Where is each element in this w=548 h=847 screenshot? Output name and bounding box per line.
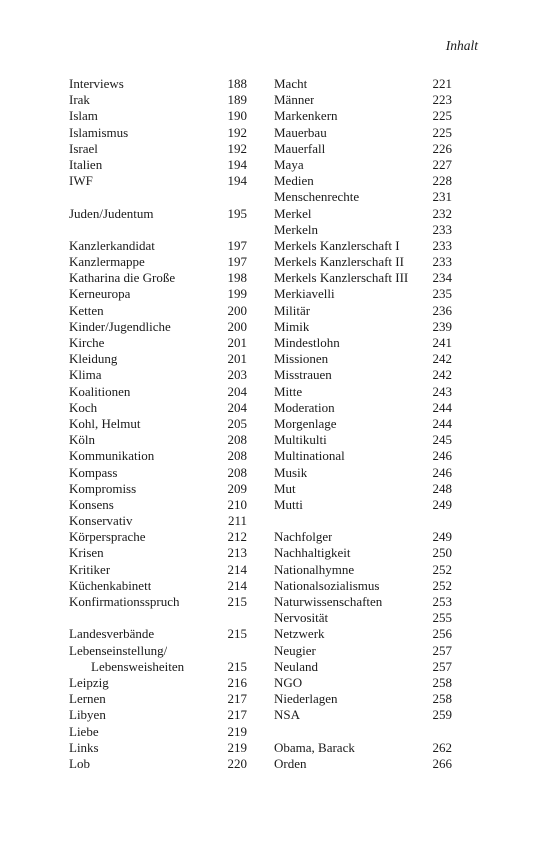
page-number: 203 <box>227 367 247 383</box>
index-term: Misstrauen <box>274 367 332 383</box>
index-term: Mitte <box>274 383 303 399</box>
page-number: 259 <box>432 707 452 723</box>
index-entry <box>274 141 452 157</box>
index-term: Ketten <box>69 302 104 318</box>
page-number: 221 <box>432 76 452 91</box>
page-number: 205 <box>227 415 247 431</box>
index-entry <box>274 675 452 691</box>
index-term: Netzwerk <box>274 626 325 642</box>
index-entry <box>69 707 247 723</box>
page-number: 209 <box>227 480 247 496</box>
page-number: 214 <box>227 577 247 593</box>
index-entry <box>69 173 247 189</box>
index-term: Koch <box>69 399 98 415</box>
page-number: 239 <box>432 318 452 334</box>
index-entry <box>274 578 452 594</box>
index-term: Krisen <box>69 545 104 561</box>
index-term: Niederlagen <box>274 691 338 707</box>
index-term: Mut <box>274 480 296 496</box>
index-term: Mauerbau <box>274 124 327 140</box>
index-term: Männer <box>274 92 315 108</box>
index-entry <box>69 270 247 286</box>
page-number: 204 <box>227 383 247 399</box>
index-entry <box>274 319 452 335</box>
index-entry <box>69 286 247 302</box>
index-term: Lebensweisheiten <box>91 658 185 674</box>
page-number: 252 <box>432 577 452 593</box>
index-entry <box>69 319 247 335</box>
index-term: Nationalhymne <box>274 561 355 577</box>
index-entry <box>69 335 247 351</box>
page-number: 216 <box>227 674 247 690</box>
index-term: Katharina die Große <box>69 270 176 286</box>
index-term: Landesverbände <box>69 626 155 642</box>
index-entry <box>69 740 247 756</box>
index-term: Italien <box>69 156 103 172</box>
index-term: Kinder/Jugendliche <box>69 318 171 334</box>
index-term: Moderation <box>274 399 335 415</box>
page-number: 233 <box>432 254 452 270</box>
index-column-right <box>274 76 452 772</box>
page-number: 192 <box>227 140 247 156</box>
index-term: Morgenlage <box>274 415 337 431</box>
index-entry <box>274 367 452 383</box>
index-entry <box>69 351 247 367</box>
index-term: Musik <box>274 464 308 480</box>
page-number: 246 <box>432 464 452 480</box>
index-entry <box>69 416 247 432</box>
index-term: Medien <box>274 173 314 189</box>
index-entry <box>274 157 452 173</box>
index-term: Mimik <box>274 318 310 334</box>
index-entry <box>274 125 452 141</box>
index-entry <box>69 643 247 659</box>
page-number: 245 <box>432 432 452 448</box>
page-number: 257 <box>432 658 452 674</box>
index-term: Orden <box>274 755 307 771</box>
page-number: 262 <box>432 739 452 755</box>
index-term: Militär <box>274 302 311 318</box>
page-number: 253 <box>432 594 452 609</box>
page-number: 201 <box>227 351 247 367</box>
index-term: Kerneuropa <box>69 286 131 302</box>
page-number: 195 <box>227 205 247 221</box>
page-number: 197 <box>227 254 247 270</box>
index-entry <box>274 351 452 367</box>
index-entry <box>69 756 247 772</box>
index-entry <box>69 108 247 124</box>
index-entry <box>274 303 452 319</box>
index-term: Naturwissenschaften <box>274 594 383 609</box>
index-entry <box>274 643 452 659</box>
index-term: Kirche <box>69 335 105 350</box>
index-term: Körpersprache <box>69 529 146 545</box>
page-number: 208 <box>227 464 247 480</box>
index-term: Menschenrechte <box>274 189 360 205</box>
index-term: Nationalsozialismus <box>274 577 380 593</box>
index-term: Lob <box>69 755 90 771</box>
index-entry <box>69 157 247 173</box>
index-entry <box>69 724 247 740</box>
page-number: 225 <box>432 108 452 124</box>
index-term: NGO <box>274 674 303 690</box>
index-entry <box>69 562 247 578</box>
page-number: 233 <box>432 237 452 253</box>
page-number: 252 <box>432 561 452 577</box>
index-entry <box>274 545 452 561</box>
page-number: 228 <box>432 173 452 189</box>
index-entry <box>274 448 452 464</box>
index-term: Nachfolger <box>274 529 333 545</box>
index-term: Macht <box>274 76 308 91</box>
index-entry <box>69 367 247 383</box>
page-number: 219 <box>227 739 247 755</box>
index-entry <box>274 562 452 578</box>
index-term: Multikulti <box>274 432 327 448</box>
index-entry <box>274 740 452 756</box>
page-number: 256 <box>432 626 452 642</box>
index-term: Kohl, Helmut <box>69 415 141 431</box>
index-term: Neugier <box>274 642 316 658</box>
page-number: 200 <box>227 302 247 318</box>
index-entry <box>274 76 452 92</box>
page-number: 248 <box>432 480 452 496</box>
page-number: 215 <box>227 594 247 609</box>
index-term: Merkiavelli <box>274 286 335 302</box>
page-number: 211 <box>227 513 247 529</box>
index-entry <box>274 707 452 723</box>
index-entry <box>69 545 247 561</box>
index-term: Links <box>69 739 99 755</box>
index-entry <box>274 481 452 497</box>
page-number: 220 <box>227 755 247 771</box>
index-term: Kanzlerkandidat <box>69 237 155 253</box>
index-term: Mutti <box>274 496 303 512</box>
index-entry <box>69 691 247 707</box>
index-term: Nervosität <box>274 610 329 626</box>
index-entry <box>69 400 247 416</box>
page-number: 242 <box>432 367 452 383</box>
index-entry <box>69 465 247 481</box>
index-entry <box>69 448 247 464</box>
page-number: 235 <box>432 286 452 302</box>
index-entry <box>274 594 452 610</box>
page-number: 213 <box>227 545 247 561</box>
index-term: Merkel <box>274 205 312 221</box>
index-term: Libyen <box>69 707 106 723</box>
page-number: 223 <box>432 92 452 108</box>
index-entry <box>274 238 452 254</box>
index-term: Obama, Barack <box>274 739 355 755</box>
index-entry <box>274 529 452 545</box>
index-term: Mindestlohn <box>274 335 340 350</box>
index-term: Kommunikation <box>69 448 155 464</box>
index-entry <box>274 270 452 286</box>
running-head-title: Inhalt <box>445 38 478 53</box>
page-number: 232 <box>432 205 452 221</box>
page-number: 225 <box>432 124 452 140</box>
index-entry <box>274 610 452 626</box>
index-term: Küchenkabinett <box>69 577 152 593</box>
index-term: Kanzlermappe <box>69 254 145 270</box>
index-entry <box>69 497 247 513</box>
page-number: 226 <box>432 140 452 156</box>
page-number: 215 <box>227 658 247 674</box>
index-entry <box>274 691 452 707</box>
page-number: 214 <box>227 561 247 577</box>
page-number: 189 <box>227 92 247 108</box>
index-entry <box>69 238 247 254</box>
index-term: Merkels Kanzlerschaft I <box>274 237 400 253</box>
index-entry <box>274 384 452 400</box>
index-term: Islamismus <box>69 124 129 140</box>
page-number: 204 <box>227 399 247 415</box>
index-term: Israel <box>69 140 98 156</box>
index-term: Missionen <box>274 351 329 367</box>
page-number: 231 <box>432 189 452 205</box>
page-number: 217 <box>227 707 247 723</box>
index-term: Merkels Kanzlerschaft II <box>274 254 404 270</box>
index-term: Liebe <box>69 723 99 739</box>
index-term: Leipzig <box>69 674 109 690</box>
page-number: 194 <box>227 156 247 172</box>
index-term: Konsens <box>69 496 114 512</box>
index-entry <box>69 125 247 141</box>
page-number: 249 <box>432 496 452 512</box>
page-number: 208 <box>227 448 247 464</box>
index-term: Neuland <box>274 658 319 674</box>
index-entry <box>69 384 247 400</box>
index-entry <box>274 335 452 351</box>
index-term: IWF <box>69 173 93 189</box>
page-number: 242 <box>432 351 452 367</box>
index-term: Lernen <box>69 691 106 707</box>
index-term: Islam <box>69 108 98 124</box>
index-term: Konfirmationsspruch <box>69 594 180 609</box>
page-number: 192 <box>227 124 247 140</box>
index-entry <box>274 497 452 513</box>
page-number: 194 <box>227 173 247 189</box>
page-number: 188 <box>227 76 247 91</box>
index-entry <box>69 578 247 594</box>
index-entry <box>69 254 247 270</box>
index-entry <box>69 675 247 691</box>
index-entry <box>69 92 247 108</box>
index-column-left <box>69 76 247 772</box>
page-number: 244 <box>432 415 452 431</box>
index-term: NSA <box>274 707 301 723</box>
index-entry <box>274 756 452 772</box>
page-number: 190 <box>227 108 247 124</box>
page-number: 236 <box>432 302 452 318</box>
index-term: Maya <box>274 156 304 172</box>
page-number: 200 <box>227 318 247 334</box>
page-number: 217 <box>227 691 247 707</box>
page-number: 255 <box>432 610 452 626</box>
index-term: Kritiker <box>69 561 111 577</box>
index-entry <box>274 416 452 432</box>
page-number: 258 <box>432 691 452 707</box>
index-entry <box>274 626 452 642</box>
index-term: Markenkern <box>274 108 338 124</box>
index-entry <box>274 92 452 108</box>
page-number: 233 <box>432 221 452 237</box>
index-entry <box>69 594 247 610</box>
index-term: Interviews <box>69 76 124 91</box>
index-entry <box>69 141 247 157</box>
page-number: 249 <box>432 529 452 545</box>
index-term: Klima <box>69 367 102 383</box>
page-number: 210 <box>227 496 247 512</box>
index-entry <box>274 108 452 124</box>
index-term: Kompass <box>69 464 118 480</box>
page-number: 258 <box>432 674 452 690</box>
page-number: 198 <box>227 270 247 286</box>
index-term: Kompromiss <box>69 480 137 496</box>
page-number: 246 <box>432 448 452 464</box>
index-term: Merkels Kanzlerschaft III <box>274 270 409 286</box>
index-term: Mauerfall <box>274 140 326 156</box>
index-entry <box>274 400 452 416</box>
page-number: 243 <box>432 383 452 399</box>
page-number: 227 <box>432 156 452 172</box>
index-entry <box>69 529 247 545</box>
index-entry <box>274 465 452 481</box>
index-entry <box>274 254 452 270</box>
index-term: Nachhaltigkeit <box>274 545 351 561</box>
index-entry <box>69 206 247 222</box>
index-entry <box>274 173 452 189</box>
page-number: 241 <box>432 335 452 350</box>
page-number: 208 <box>227 432 247 448</box>
page-number: 244 <box>432 399 452 415</box>
index-term: Koalitionen <box>69 383 131 399</box>
index-entry <box>274 286 452 302</box>
index-entry <box>69 303 247 319</box>
index-entry <box>69 659 247 675</box>
index-entry <box>274 222 452 238</box>
index-term: Konservativ <box>69 513 133 529</box>
page-number: 250 <box>432 545 452 561</box>
index-term: Köln <box>69 432 95 448</box>
page-number: 266 <box>432 755 452 771</box>
page-number: 197 <box>227 237 247 253</box>
page-number: 257 <box>432 642 452 658</box>
index-term: Lebenseinstellung/ <box>69 642 168 658</box>
index-entry <box>69 513 247 529</box>
index-entry <box>274 189 452 205</box>
page-number: 215 <box>227 626 247 642</box>
index-entry <box>274 206 452 222</box>
index-term: Merkeln <box>274 221 319 237</box>
page-number: 201 <box>227 335 247 350</box>
index-entry <box>274 432 452 448</box>
index-term: Juden/Judentum <box>69 205 154 221</box>
page-number: 199 <box>227 286 247 302</box>
page-number: 212 <box>227 529 247 545</box>
index-term: Irak <box>69 92 90 108</box>
index-entry <box>69 626 247 642</box>
page-number: 219 <box>227 723 247 739</box>
index-entry <box>274 659 452 675</box>
page-number: 234 <box>432 270 452 286</box>
index-entry <box>69 76 247 92</box>
index-term: Multinational <box>274 448 345 464</box>
index-term: Kleidung <box>69 351 118 367</box>
index-entry <box>69 481 247 497</box>
index-entry <box>69 432 247 448</box>
